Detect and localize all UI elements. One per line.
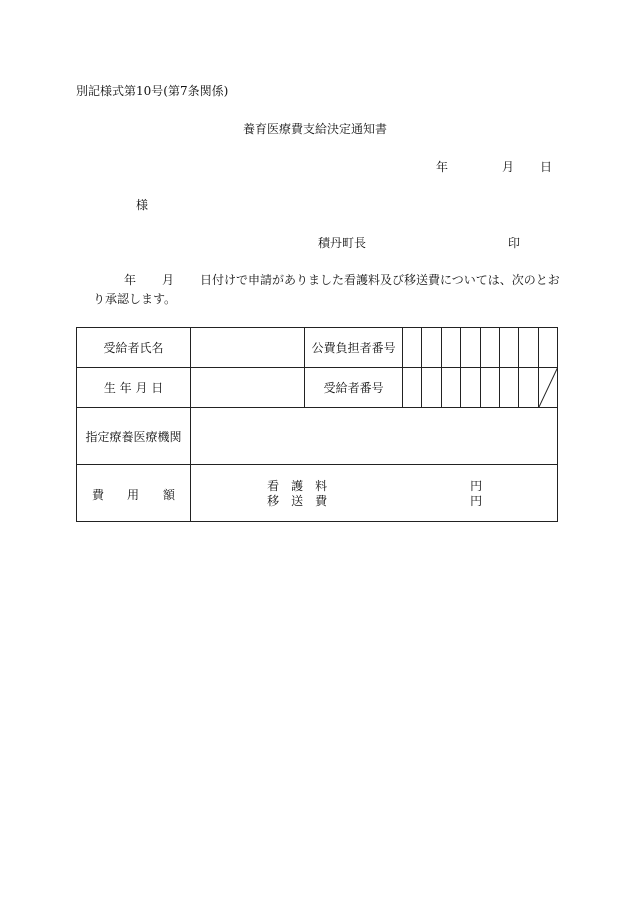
payer-number-digit[interactable]	[480, 328, 499, 368]
nursing-fee-char: 護	[291, 479, 304, 493]
body-month-label: 月	[162, 273, 175, 287]
transport-fee-char: 費	[315, 494, 328, 508]
date-year-label: 年	[436, 160, 449, 174]
transport-fee-char: 移	[267, 494, 280, 508]
recipient-honorific: 様	[136, 198, 149, 212]
payer-number-digit[interactable]	[499, 328, 518, 368]
row-institution	[77, 408, 558, 465]
payer-number-digit[interactable]	[422, 328, 441, 368]
amount-field[interactable]	[191, 465, 558, 522]
institution-label: 指定療養医療機関	[77, 408, 191, 465]
payer-number-digit[interactable]	[519, 328, 538, 368]
payer-number-digit[interactable]	[403, 328, 422, 368]
issuer-name: 積丹町長	[318, 236, 367, 250]
payer-number-label: 公費負担者番号	[305, 328, 403, 368]
date-day-label: 日	[540, 160, 553, 174]
row-amount	[77, 465, 558, 522]
payer-number-digit[interactable]	[461, 328, 480, 368]
recipient-number-digit[interactable]	[519, 368, 538, 408]
payer-number-digit[interactable]	[538, 328, 557, 368]
transport-fee-yen: 円	[470, 494, 483, 508]
recipient-number-digit[interactable]	[480, 368, 499, 408]
form-reference: 別記様式第10号(第7条関係)	[76, 84, 229, 98]
body-text-line1	[124, 273, 560, 287]
recipient-number-digit[interactable]	[422, 368, 441, 408]
birthdate-label: 生 年 月 日	[77, 368, 191, 408]
recipient-number-digit[interactable]	[441, 368, 460, 408]
recipient-name-field[interactable]	[191, 328, 305, 368]
body-year-label: 年	[124, 273, 137, 287]
row-recipient-name	[77, 328, 558, 368]
decision-form-table	[76, 327, 558, 522]
birthdate-field[interactable]	[191, 368, 305, 408]
transport-fee-char: 送	[291, 494, 304, 508]
body-rest-text: 日付けで申請がありました看護料及び移送費については、次のとお	[200, 273, 560, 287]
nursing-fee-char: 看	[267, 479, 280, 493]
recipient-name-label: 受給者氏名	[77, 328, 191, 368]
date-line	[436, 160, 552, 174]
recipient-number-label: 受給者番号	[305, 368, 403, 408]
document-title: 養育医療費支給決定通知書	[242, 122, 387, 136]
nursing-fee-char: 料	[315, 479, 328, 493]
amount-label-char: 費	[92, 488, 105, 502]
amount-label-char: 額	[163, 488, 176, 502]
recipient-number-digit[interactable]	[461, 368, 480, 408]
body-text-line2: り承認します。	[93, 292, 177, 306]
recipient-number-digit[interactable]	[499, 368, 518, 408]
recipient-number-digit[interactable]	[403, 368, 422, 408]
payer-number-digit[interactable]	[441, 328, 460, 368]
institution-field[interactable]	[191, 408, 558, 465]
date-month-label: 月	[502, 160, 515, 174]
nursing-fee-yen: 円	[470, 479, 483, 493]
amount-label-cell	[77, 465, 191, 522]
row-birthdate	[77, 368, 558, 408]
diagonal-strike-line	[539, 368, 557, 407]
amount-label-char: 用	[127, 488, 140, 502]
recipient-number-check-digit	[538, 368, 557, 408]
seal-mark: 印	[508, 236, 521, 250]
